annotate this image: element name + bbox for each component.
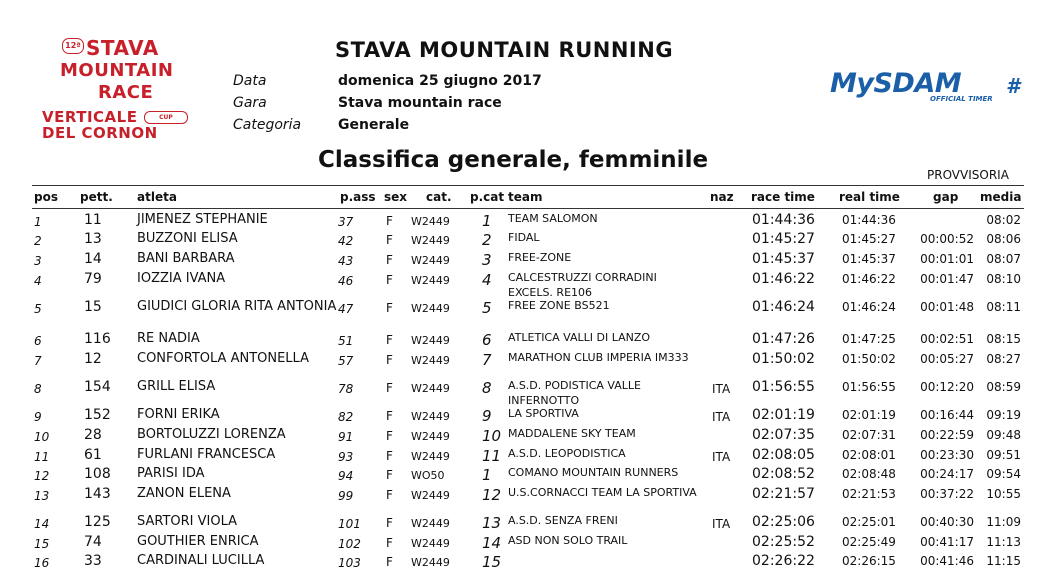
cell-sex: F bbox=[386, 233, 393, 247]
cell-race: 01:46:24 bbox=[752, 299, 815, 315]
cell-pass: 43 bbox=[338, 254, 354, 268]
page-title: STAVA MOUNTAIN RUNNING bbox=[335, 38, 674, 62]
cell-atleta: FORNI ERIKA bbox=[137, 407, 220, 422]
cell-team: ASD NON SOLO TRAIL bbox=[508, 534, 628, 547]
cell-team: A.S.D. SENZA FRENI bbox=[508, 514, 618, 527]
cell-pett: 125 bbox=[84, 514, 111, 530]
gara-label: Gara bbox=[233, 95, 267, 111]
cell-real: 02:26:15 bbox=[842, 554, 896, 568]
cell-pass: 51 bbox=[338, 334, 354, 348]
logo-line-race: RACE bbox=[98, 82, 154, 103]
col-atleta: atleta bbox=[137, 190, 177, 204]
cell-pett: 13 bbox=[84, 231, 102, 247]
table-row bbox=[0, 331, 1058, 351]
table-row bbox=[0, 231, 1058, 251]
cell-sex: F bbox=[386, 449, 393, 463]
cell-race: 01:50:02 bbox=[752, 351, 815, 367]
header-bottom-rule bbox=[32, 208, 1024, 209]
cell-atleta: GRILL ELISA bbox=[137, 379, 216, 394]
cell-real: 02:25:01 bbox=[842, 515, 896, 529]
cell-atleta: IOZZIA IVANA bbox=[137, 271, 226, 286]
cell-pass: 47 bbox=[338, 302, 354, 316]
cell-gap: 00:37:22 bbox=[920, 487, 974, 501]
col-sex: sex bbox=[384, 190, 408, 204]
cell-sex: F bbox=[386, 381, 393, 395]
cell-pcat: 14 bbox=[482, 534, 502, 552]
cell-race: 01:45:37 bbox=[752, 251, 815, 267]
cell-team: A.S.D. PODISTICA VALLE INFERNOTTO bbox=[508, 379, 641, 407]
cell-real: 01:50:02 bbox=[842, 352, 896, 366]
cell-race: 01:47:26 bbox=[752, 331, 815, 347]
cell-pass: 99 bbox=[338, 489, 354, 503]
cell-gap: 00:01:48 bbox=[920, 300, 974, 314]
cell-gap: 00:12:20 bbox=[920, 380, 974, 394]
cell-gap: 00:41:46 bbox=[920, 554, 974, 568]
cell-pcat: 9 bbox=[482, 407, 492, 425]
cell-sex: F bbox=[386, 555, 393, 569]
cell-race: 02:08:52 bbox=[752, 466, 815, 482]
table-row bbox=[0, 553, 1058, 573]
table-row bbox=[0, 271, 1058, 299]
cell-pett: 79 bbox=[84, 271, 102, 287]
cell-race: 02:01:19 bbox=[752, 407, 815, 423]
cell-cat: W2449 bbox=[411, 302, 450, 315]
cell-media: 11:13 bbox=[986, 535, 1021, 549]
table-row bbox=[0, 514, 1058, 534]
cell-pass: 82 bbox=[338, 410, 354, 424]
table-row bbox=[0, 379, 1058, 407]
cell-team: FIDAL bbox=[508, 231, 540, 244]
cell-pass: 102 bbox=[338, 537, 361, 551]
cell-real: 01:45:27 bbox=[842, 232, 896, 246]
cell-atleta: BORTOLUZZI LORENZA bbox=[137, 427, 286, 442]
cell-real: 02:08:48 bbox=[842, 467, 896, 481]
cell-race: 01:46:22 bbox=[752, 271, 815, 287]
cell-media: 08:27 bbox=[986, 352, 1021, 366]
timer-logo-hash-icon: # bbox=[1006, 74, 1020, 98]
table-row bbox=[0, 351, 1058, 371]
cell-sex: F bbox=[386, 273, 393, 287]
cell-gap: 00:23:30 bbox=[920, 448, 974, 462]
cell-gap: 00:02:51 bbox=[920, 332, 974, 346]
cell-team: MARATHON CLUB IMPERIA IM333 bbox=[508, 351, 689, 364]
cell-real: 02:07:31 bbox=[842, 428, 896, 442]
cell-pcat: 8 bbox=[482, 379, 492, 397]
cell-pett: 61 bbox=[84, 447, 102, 463]
cell-gap: 00:01:47 bbox=[920, 272, 974, 286]
cell-pett: 15 bbox=[84, 299, 102, 315]
cell-pcat: 13 bbox=[482, 514, 502, 532]
cell-pos: 7 bbox=[34, 354, 42, 368]
cell-team: FREE ZONE BS521 bbox=[508, 299, 610, 312]
logo-line-stava: STAVA bbox=[86, 36, 159, 60]
cell-cat: W2449 bbox=[411, 430, 450, 443]
cell-gap: 00:00:52 bbox=[920, 232, 974, 246]
cell-pcat: 12 bbox=[482, 486, 502, 504]
cell-atleta: JIMENEZ STEPHANIE bbox=[137, 212, 268, 227]
categoria-value: Generale bbox=[338, 117, 410, 133]
cell-pos: 10 bbox=[34, 430, 50, 444]
timer-logo-name: MySDAM bbox=[830, 68, 962, 99]
logo-line-verticale: VERTICALE bbox=[42, 108, 138, 126]
cell-team: A.S.D. LEOPODISTICA bbox=[508, 447, 626, 460]
gara-value: Stava mountain race bbox=[338, 95, 502, 111]
cell-pett: 154 bbox=[84, 379, 111, 395]
cell-real: 01:46:24 bbox=[842, 300, 896, 314]
cell-team: ATLETICA VALLI DI LANZO bbox=[508, 331, 651, 344]
cell-pcat: 4 bbox=[482, 271, 492, 289]
header-top-rule bbox=[32, 185, 1024, 186]
cell-media: 11:09 bbox=[986, 515, 1021, 529]
cell-sex: F bbox=[386, 214, 393, 228]
cell-atleta: FURLANI FRANCESCA bbox=[137, 447, 276, 462]
cell-cat: W2449 bbox=[411, 556, 450, 569]
cell-pass: 91 bbox=[338, 430, 354, 444]
cell-atleta: BUZZONI ELISA bbox=[137, 231, 238, 246]
cell-pett: 74 bbox=[84, 534, 102, 550]
cell-cat: W2449 bbox=[411, 274, 450, 287]
cell-cat: W2449 bbox=[411, 334, 450, 347]
data-value: domenica 25 giugno 2017 bbox=[338, 73, 542, 89]
cell-cat: W2449 bbox=[411, 450, 450, 463]
col-pcat: p.cat bbox=[470, 190, 505, 204]
cell-pett: 11 bbox=[84, 212, 102, 228]
cell-sex: F bbox=[386, 536, 393, 550]
table-row bbox=[0, 251, 1058, 271]
cell-race: 01:44:36 bbox=[752, 212, 815, 228]
cell-pcat: 15 bbox=[482, 553, 502, 571]
cell-pos: 11 bbox=[34, 450, 50, 464]
cell-sex: F bbox=[386, 468, 393, 482]
cell-cat: W2449 bbox=[411, 410, 450, 423]
cell-media: 08:06 bbox=[986, 232, 1021, 246]
cell-media: 08:11 bbox=[986, 300, 1021, 314]
cell-cat: W2449 bbox=[411, 382, 450, 395]
cell-race: 01:45:27 bbox=[752, 231, 815, 247]
table-row bbox=[0, 407, 1058, 427]
cell-atleta: CONFORTOLA ANTONELLA bbox=[137, 351, 309, 366]
col-pass: p.ass bbox=[340, 190, 376, 204]
cell-pass: 103 bbox=[338, 556, 361, 570]
cell-pcat: 1 bbox=[482, 212, 492, 230]
cell-race: 02:07:35 bbox=[752, 427, 815, 443]
cell-pett: 116 bbox=[84, 331, 111, 347]
cell-real: 01:56:55 bbox=[842, 380, 896, 394]
cell-cat: W2449 bbox=[411, 234, 450, 247]
cell-media: 10:55 bbox=[986, 487, 1021, 501]
cell-pos: 6 bbox=[34, 334, 42, 348]
cell-pass: 46 bbox=[338, 274, 354, 288]
cell-media: 09:48 bbox=[986, 428, 1021, 442]
cell-cat: W2449 bbox=[411, 517, 450, 530]
cell-race: 01:56:55 bbox=[752, 379, 815, 395]
cell-sex: F bbox=[386, 488, 393, 502]
col-team: team bbox=[508, 190, 543, 204]
cell-media: 09:51 bbox=[986, 448, 1021, 462]
cell-pcat: 7 bbox=[482, 351, 492, 369]
cell-race: 02:25:06 bbox=[752, 514, 815, 530]
cell-pett: 143 bbox=[84, 486, 111, 502]
cell-pass: 42 bbox=[338, 234, 354, 248]
logo-cup: CUP bbox=[144, 111, 188, 124]
cell-cat: W2449 bbox=[411, 215, 450, 228]
logo-line-mountain: MOUNTAIN bbox=[60, 60, 174, 81]
timer-logo-tagline: OFFICIAL TIMER bbox=[930, 95, 993, 103]
cell-atleta: RE NADIA bbox=[137, 331, 200, 346]
table-row bbox=[0, 534, 1058, 554]
cell-pett: 28 bbox=[84, 427, 102, 443]
cell-media: 11:15 bbox=[986, 554, 1021, 568]
table-row bbox=[0, 212, 1058, 232]
cell-real: 01:47:25 bbox=[842, 332, 896, 346]
cell-sex: F bbox=[386, 429, 393, 443]
cell-sex: F bbox=[386, 409, 393, 423]
cell-pos: 4 bbox=[34, 274, 42, 288]
cell-pos: 8 bbox=[34, 382, 42, 396]
col-race-time: race time bbox=[751, 190, 815, 204]
cell-pcat: 1 bbox=[482, 466, 492, 484]
table-row bbox=[0, 466, 1058, 486]
cell-pos: 12 bbox=[34, 469, 50, 483]
cell-pcat: 10 bbox=[482, 427, 502, 445]
table-row bbox=[0, 427, 1058, 447]
cell-cat: W2449 bbox=[411, 537, 450, 550]
cell-naz: ITA bbox=[712, 382, 731, 396]
cell-cat: WO50 bbox=[411, 469, 445, 482]
cell-gap: 00:05:27 bbox=[920, 352, 974, 366]
cell-pos: 15 bbox=[34, 537, 50, 551]
cell-gap: 00:41:17 bbox=[920, 535, 974, 549]
cell-pos: 13 bbox=[34, 489, 50, 503]
cell-media: 08:02 bbox=[986, 213, 1021, 227]
col-cat: cat. bbox=[426, 190, 452, 204]
status-label: PROVVISORIA bbox=[927, 168, 1009, 182]
col-pos: pos bbox=[34, 190, 58, 204]
cell-naz: ITA bbox=[712, 410, 731, 424]
cell-real: 01:45:37 bbox=[842, 252, 896, 266]
cell-team: U.S.CORNACCI TEAM LA SPORTIVA bbox=[508, 486, 697, 499]
table-row bbox=[0, 447, 1058, 467]
cell-pett: 152 bbox=[84, 407, 111, 423]
cell-sex: F bbox=[386, 253, 393, 267]
cell-atleta: CARDINALI LUCILLA bbox=[137, 553, 265, 568]
cell-race: 02:26:22 bbox=[752, 553, 815, 569]
cell-gap: 00:01:01 bbox=[920, 252, 974, 266]
cell-pett: 12 bbox=[84, 351, 102, 367]
table-row bbox=[0, 486, 1058, 506]
cell-cat: W2449 bbox=[411, 489, 450, 502]
col-real-time: real time bbox=[839, 190, 900, 204]
cell-team: FREE-ZONE bbox=[508, 251, 572, 264]
cell-naz: ITA bbox=[712, 517, 731, 531]
cell-gap: 00:40:30 bbox=[920, 515, 974, 529]
cell-gap: 00:24:17 bbox=[920, 467, 974, 481]
cell-media: 08:10 bbox=[986, 272, 1021, 286]
cell-pos: 5 bbox=[34, 302, 42, 316]
cell-team: TEAM SALOMON bbox=[508, 212, 598, 225]
col-media: media bbox=[980, 190, 1022, 204]
cell-pcat: 3 bbox=[482, 251, 492, 269]
cell-pett: 108 bbox=[84, 466, 111, 482]
cell-gap: 00:22:59 bbox=[920, 428, 974, 442]
cell-real: 02:25:49 bbox=[842, 535, 896, 549]
cell-pass: 57 bbox=[338, 354, 354, 368]
cell-atleta: PARISI IDA bbox=[137, 466, 205, 481]
cell-pcat: 11 bbox=[482, 447, 502, 465]
results-title: Classifica generale, femminile bbox=[318, 147, 709, 173]
timer-logo bbox=[830, 68, 1026, 106]
table-row bbox=[0, 299, 1058, 319]
col-gap: gap bbox=[933, 190, 959, 204]
cell-race: 02:25:52 bbox=[752, 534, 815, 550]
cell-pos: 9 bbox=[34, 410, 42, 424]
cell-real: 01:46:22 bbox=[842, 272, 896, 286]
cell-real: 01:44:36 bbox=[842, 213, 896, 227]
cell-atleta: SARTORI VIOLA bbox=[137, 514, 238, 529]
cell-pos: 3 bbox=[34, 254, 42, 268]
cell-pett: 14 bbox=[84, 251, 102, 267]
cell-atleta: GOUTHIER ENRICA bbox=[137, 534, 259, 549]
cell-race: 02:21:57 bbox=[752, 486, 815, 502]
cell-race: 02:08:05 bbox=[752, 447, 815, 463]
cell-atleta: ZANON ELENA bbox=[137, 486, 231, 501]
col-naz: naz bbox=[710, 190, 734, 204]
cell-media: 08:07 bbox=[986, 252, 1021, 266]
cell-cat: W2449 bbox=[411, 354, 450, 367]
cell-pett: 33 bbox=[84, 553, 102, 569]
cell-sex: F bbox=[386, 301, 393, 315]
cell-naz: ITA bbox=[712, 450, 731, 464]
cell-sex: F bbox=[386, 333, 393, 347]
data-label: Data bbox=[233, 73, 267, 89]
cell-pos: 1 bbox=[34, 215, 42, 229]
col-pett: pett. bbox=[80, 190, 113, 204]
cell-real: 02:08:01 bbox=[842, 448, 896, 462]
cell-real: 02:21:53 bbox=[842, 487, 896, 501]
cell-pass: 94 bbox=[338, 469, 354, 483]
cell-sex: F bbox=[386, 516, 393, 530]
cell-pos: 14 bbox=[34, 517, 50, 531]
cell-pos: 2 bbox=[34, 234, 42, 248]
cell-atleta: GIUDICI GLORIA RITA ANTONIA bbox=[137, 299, 337, 314]
cell-pass: 37 bbox=[338, 215, 354, 229]
cell-pass: 101 bbox=[338, 517, 361, 531]
cell-pcat: 5 bbox=[482, 299, 492, 317]
race-logo bbox=[34, 34, 194, 140]
cell-media: 09:54 bbox=[986, 467, 1021, 481]
logo-line-del-cornon: DEL CORNON bbox=[42, 124, 158, 142]
cell-team: CALCESTRUZZI CORRADINI EXCELS. RE106 bbox=[508, 271, 657, 299]
cell-team: COMANO MOUNTAIN RUNNERS bbox=[508, 466, 679, 479]
cell-pass: 93 bbox=[338, 450, 354, 464]
cell-gap: 00:16:44 bbox=[920, 408, 974, 422]
cell-team: LA SPORTIVA bbox=[508, 407, 579, 420]
cell-atleta: BANI BARBARA bbox=[137, 251, 235, 266]
categoria-label: Categoria bbox=[233, 117, 302, 133]
logo-badge: 12ª bbox=[62, 38, 84, 54]
cell-media: 08:59 bbox=[986, 380, 1021, 394]
cell-pos: 16 bbox=[34, 556, 50, 570]
cell-pass: 78 bbox=[338, 382, 354, 396]
cell-pcat: 2 bbox=[482, 231, 492, 249]
cell-media: 09:19 bbox=[986, 408, 1021, 422]
cell-sex: F bbox=[386, 353, 393, 367]
cell-pcat: 6 bbox=[482, 331, 492, 349]
cell-team: MADDALENE SKY TEAM bbox=[508, 427, 636, 440]
cell-cat: W2449 bbox=[411, 254, 450, 267]
cell-real: 02:01:19 bbox=[842, 408, 896, 422]
cell-media: 08:15 bbox=[986, 332, 1021, 346]
